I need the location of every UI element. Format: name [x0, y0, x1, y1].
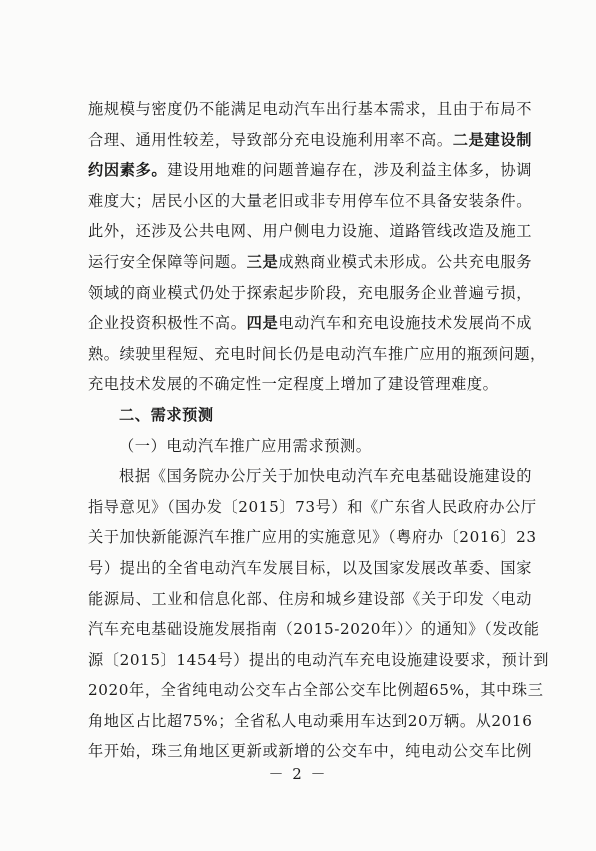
text-span: 此外，还涉及公共电网、用户侧电力设施、道路管线改造及施工 — [88, 222, 532, 241]
text-span: 关于加快新能源汽车推广应用的实施意见》（粤府办〔2016〕23 — [88, 528, 537, 547]
text-line — [88, 369, 532, 400]
text-line — [88, 614, 540, 645]
text-line — [88, 675, 544, 706]
text-span: 建设用地难的问题普遍存在，涉及利益主体多，协调 — [167, 161, 532, 180]
text-span: 成熟商业模式未形成。公共充电服务 — [278, 252, 532, 271]
text-span: 汽车充电基础设施发展指南（2015-2020年）〉的通知》（发改能 — [88, 620, 540, 639]
text-line — [88, 584, 532, 615]
text-line — [88, 94, 532, 125]
text-line — [88, 706, 532, 737]
text-span: 能源局、工业和信息化部、住房和城乡建设部《关于印发〈电动 — [88, 589, 532, 608]
text-line — [88, 308, 532, 339]
text-span: 熟。续驶里程短、充电时间长仍是电动汽车推广应用的瓶颈问题， — [88, 344, 546, 363]
text-span: 根据《国务院办公厅关于加快电动汽车充电基础设施建设的 — [119, 467, 532, 486]
text-span: 运行安全保障等问题。 — [88, 252, 247, 271]
text-line — [88, 155, 532, 186]
text-span: 难度大；居民小区的大量老旧或非专用停车位不具备安装条件。 — [88, 191, 532, 210]
text-line — [88, 553, 532, 584]
text-line — [88, 461, 532, 492]
text-span: 号）提出的全省电动汽车发展目标，以及国家发展改革委、国家 — [88, 558, 532, 577]
page-number: － 2 － — [268, 765, 328, 783]
text-span: 源〔2015〕1454号）提出的电动汽车充电设施建设要求，预计到 — [88, 650, 550, 669]
text-span: 施规模与密度仍不能满足电动汽车出行基本需求，且由于布局不 — [88, 100, 532, 118]
text-span: 2020年，全省纯电动公交车占全部公交车比例超65%，其中珠三 — [88, 681, 544, 700]
text-line — [88, 186, 532, 217]
text-line — [88, 278, 532, 309]
text-span: 年开始，珠三角地区更新或新增的公交车中，纯电动公交车比例 — [88, 742, 532, 761]
text-line — [88, 492, 537, 523]
text-line — [88, 645, 550, 676]
text-line — [88, 125, 532, 156]
text-span: 合理、通用性较差，导致部分充电设施利用率不高。 — [88, 130, 453, 149]
text-span: 角地区占比超75%；全省私人电动乘用车达到20万辆。从2016 — [88, 711, 533, 730]
subsection-heading: （一）电动汽车推广应用需求预测。 — [119, 436, 372, 455]
emphasis-span: 二是建设制 — [452, 130, 532, 149]
text-line — [88, 339, 546, 370]
text-line — [88, 522, 537, 553]
section-heading: 二、需求预测 — [119, 405, 214, 424]
emphasis-span: 三是 — [246, 252, 279, 271]
text-line — [88, 216, 532, 247]
text-span: 充电技术发展的不确定性一定程度上增加了建设管理难度。 — [88, 375, 499, 394]
text-span: 企业投资积极性不高。 — [88, 314, 247, 333]
page-body — [88, 94, 550, 767]
text-span: 电动汽车和充电设施技术发展尚不成 — [278, 314, 532, 333]
emphasis-span: 约因素多。 — [88, 161, 168, 180]
text-line — [88, 247, 532, 278]
text-span: 指导意见》（国办发〔2015〕73号）和《广东省人民政府办公厅 — [88, 497, 537, 516]
emphasis-span: 四是 — [246, 314, 279, 333]
text-span: 领域的商业模式仍处于探索起步阶段，充电服务企业普遍亏损， — [88, 283, 532, 302]
